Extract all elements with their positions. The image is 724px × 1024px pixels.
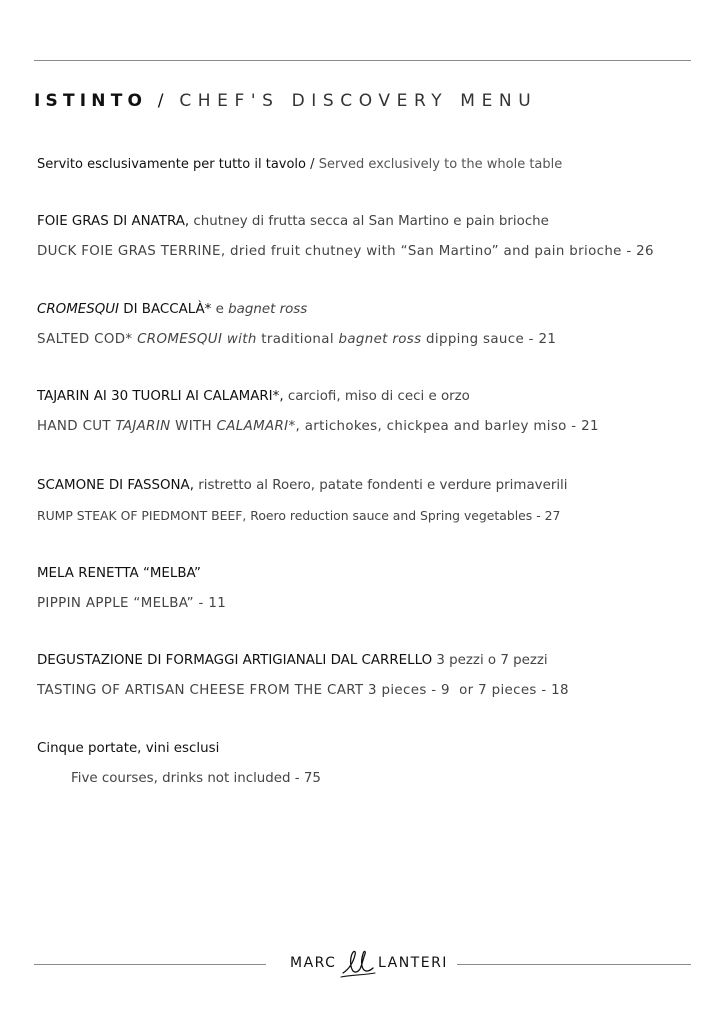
footer-divider-left	[34, 964, 266, 965]
intro-italian: Servito esclusivamente per tutto il tavolo	[37, 157, 307, 172]
dish-italian-line	[37, 650, 569, 672]
dish-english-part: , artichokes, chickpea and barley miso - 21	[295, 419, 599, 434]
dish-italian-line	[37, 475, 568, 497]
dish-description-italic: bagnet ross	[228, 302, 308, 317]
dish-name: TAJARIN AI 30 TUORLI AI CALAMARI*,	[37, 389, 284, 404]
dish-english-line: DUCK FOIE GRAS TERRINE, dried fruit chutney with “San Martino” and pain brioche - 26	[37, 244, 654, 259]
dish-mela-renetta	[37, 563, 226, 615]
menu-title-subtitle: CHEF'S DISCOVERY MENU	[179, 91, 538, 111]
dish-english-part: WITH	[170, 419, 217, 434]
dish-english-part: traditional	[256, 332, 339, 347]
dish-scamone	[37, 475, 568, 527]
intro-separator: /	[310, 157, 315, 172]
dish-english-line: PIPPIN APPLE “MELBA” - 11	[37, 596, 227, 611]
dish-english-part: SALTED COD*	[37, 332, 138, 347]
dish-english-italic: CROMESQUI with	[137, 332, 257, 347]
intro-english: Served exclusively to the whole table	[318, 157, 563, 172]
dish-name: DEGUSTAZIONE DI FORMAGGI ARTIGIANALI DAL CARRELLO	[37, 653, 433, 668]
summary-english: Five courses, drinks not included - 75	[71, 771, 321, 786]
dish-name: MELA RENETTA “MELBA”	[37, 566, 201, 581]
dish-name-italic: CROMESQUI	[37, 302, 119, 317]
footer-divider-right	[457, 964, 691, 965]
dish-tajarin	[37, 386, 599, 438]
footer	[34, 945, 691, 985]
logo-monogram-icon	[339, 945, 377, 981]
dish-cromesqui	[37, 299, 556, 351]
dish-italian-line	[37, 211, 654, 233]
menu-title-separator: /	[157, 91, 169, 111]
dish-name: DI BACCALÀ*	[119, 302, 212, 317]
dish-italian-line	[37, 299, 556, 321]
dish-foie-gras	[37, 211, 654, 263]
menu-summary	[37, 738, 321, 790]
dish-italian-line	[37, 386, 599, 408]
dish-english-line: TASTING OF ARTISAN CHEESE FROM THE CART 3 pieces - 9 or 7 pieces - 18	[37, 683, 569, 698]
dish-description: 3 pezzi o 7 pezzi	[432, 653, 548, 668]
dish-description: e	[211, 302, 229, 317]
logo-word-right: LANTERI	[378, 955, 448, 971]
dish-english-line: RUMP STEAK OF PIEDMONT BEEF, Roero reduction sauce and Spring vegetables - 27	[37, 508, 561, 523]
top-divider	[34, 60, 691, 61]
menu-title	[34, 91, 537, 111]
dish-english-line	[37, 416, 599, 438]
dish-english-italic: bagnet ross	[338, 332, 422, 347]
dish-description: ristretto al Roero, patate fondenti e verdure primaverili	[193, 478, 568, 493]
menu-title-main: ISTINTO	[34, 91, 148, 111]
dish-description: chutney di frutta secca al San Martino e pain brioche	[189, 214, 549, 229]
dish-italian-line	[37, 563, 226, 585]
dish-english-part: dipping sauce - 21	[421, 332, 557, 347]
dish-description: carciofi, miso di ceci e orzo	[283, 389, 470, 404]
dish-english-part: HAND CUT	[37, 419, 116, 434]
brand-logo	[286, 945, 446, 985]
dish-english-italic: TAJARIN	[115, 419, 171, 434]
logo-word-left: MARC	[290, 955, 337, 971]
dish-english-italic: CALAMARI*	[216, 419, 296, 434]
dish-cheese-tasting	[37, 650, 569, 702]
summary-italian: Cinque portate, vini esclusi	[37, 741, 220, 756]
menu-intro	[37, 157, 562, 172]
dish-name: SCAMONE DI FASSONA,	[37, 478, 194, 493]
dish-english-line	[37, 329, 556, 351]
dish-name: FOIE GRAS DI ANATRA,	[37, 214, 190, 229]
